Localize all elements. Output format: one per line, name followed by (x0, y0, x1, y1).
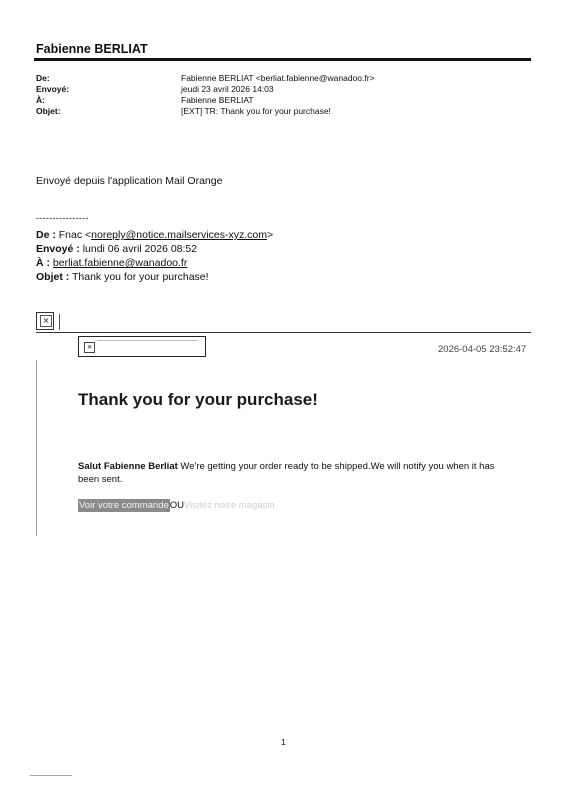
forward-from-line (36, 229, 273, 242)
forward-to-email[interactable]: berliat.fabienne@wanadoo.fr (52, 257, 188, 269)
forward-separator: ---------------- (36, 213, 89, 223)
email-date: 2026-04-05 23:52:47 (438, 344, 527, 355)
header-divider (34, 58, 531, 61)
sent-from-note: Envoyé depuis l'application Mail Orange (36, 175, 223, 187)
logo-placeholder (78, 336, 206, 357)
action-links (78, 500, 275, 511)
header-subject-label: Objet: (36, 106, 61, 116)
header-to-value: Fabienne BERLIAT (181, 95, 254, 105)
broken-image-icon: × (84, 342, 95, 353)
logo-faint-line (97, 340, 197, 341)
email-left-border (36, 360, 37, 536)
header-from-value: Fabienne BERLIAT <berliat.fabienne@wanadoo.fr> (181, 73, 375, 83)
greeting-name: Salut Fabienne Berliat (78, 461, 178, 472)
broken-image-x-icon: × (40, 315, 52, 327)
email-top-divider (36, 332, 531, 333)
forward-to-line (36, 257, 187, 270)
forward-sent-value: lundi 06 avril 2026 08:52 (82, 243, 198, 255)
header-subject-value: [EXT] TR: Thank you for your purchase! (181, 106, 331, 116)
or-text: OU (169, 500, 185, 511)
greeting-paragraph (78, 460, 518, 486)
view-order-button[interactable]: Voir votre commande (79, 500, 169, 511)
forward-sent-line (36, 243, 197, 256)
forward-to-label: À : (36, 257, 50, 269)
header-to-label: À: (36, 95, 45, 105)
forward-subject-label: Objet : (36, 271, 70, 283)
forward-from-label: De : (36, 229, 56, 241)
image-stub (55, 314, 60, 330)
sender-name: Fabienne BERLIAT (36, 42, 148, 56)
broken-image-icon (36, 312, 54, 330)
header-sent-value: jeudi 23 avril 2026 14:03 (181, 84, 274, 94)
header-from-label: De: (36, 73, 50, 83)
page-number: 1 (281, 737, 286, 747)
header-sent-label: Envoyé: (36, 84, 70, 94)
greeting-text: We're getting your order ready to be shipped.We will notify you when it has been sent. (78, 461, 495, 485)
visit-store-link[interactable]: Visitez notre magasin (184, 500, 275, 511)
forward-from-name: Fnac < (58, 229, 92, 241)
forward-subject-value: Thank you for your purchase! (71, 271, 209, 283)
footer-rule (30, 775, 72, 776)
forward-from-email[interactable]: noreply@notice.mailservices-xyz.com (91, 229, 267, 241)
forward-from-close: > (266, 229, 274, 241)
email-headline: Thank you for your purchase! (78, 390, 318, 409)
forward-sent-label: Envoyé : (36, 243, 80, 255)
forward-subject-line (36, 271, 209, 284)
